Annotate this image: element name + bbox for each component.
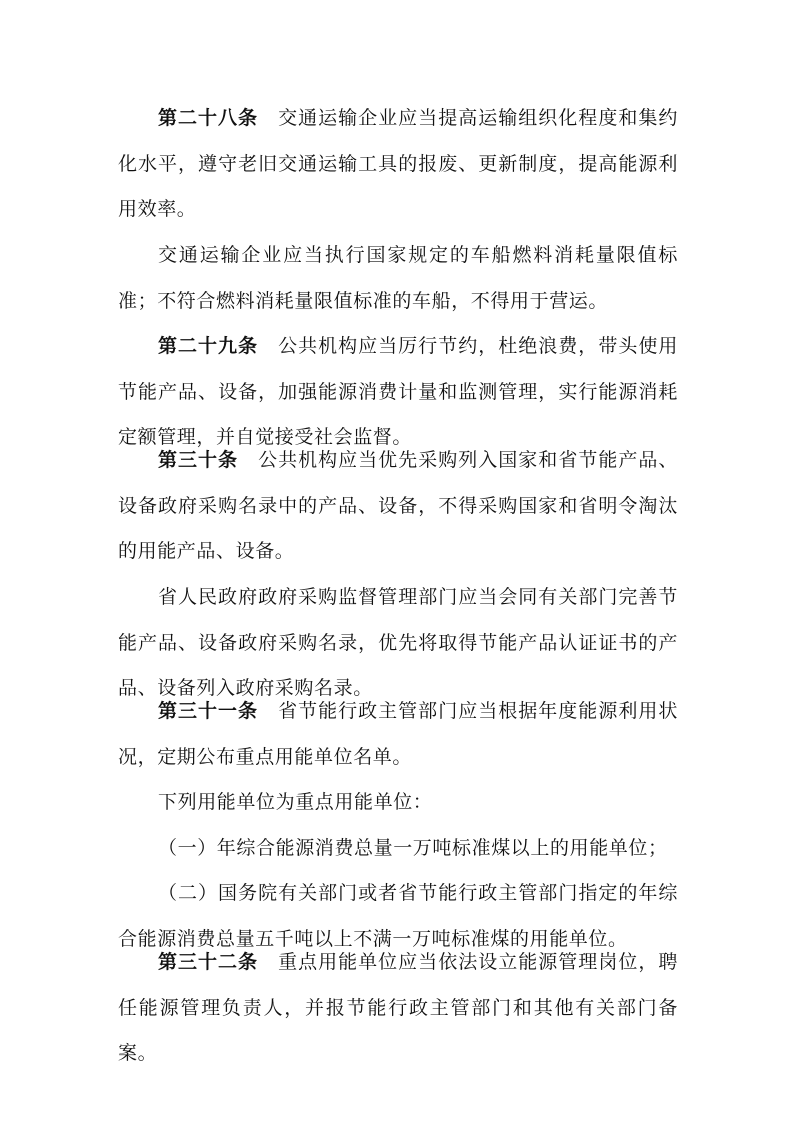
paragraph-article-30 (118, 438, 678, 575)
paragraph-text: （一）年综合能源消费总量一万吨标准煤以上的用能单位； (158, 837, 668, 859)
paragraph-article-31-clause-2 (118, 780, 678, 826)
article-number: 第三十二条 (158, 951, 259, 973)
paragraph-text: （二）国务院有关部门或者省节能行政主管部门指定的年综合能源消费总量五千吨以上不满一万吨标准煤的用能单位。 (118, 882, 678, 950)
paragraph-text: 省人民政府政府采购监督管理部门应当会同有关部门完善节能产品、设备政府采购名录，优先将取得节能产品认证证书的产品、设备列入政府采购名录。 (118, 586, 678, 699)
paragraph-text: 下列用能单位为重点用能单位： (158, 791, 433, 813)
article-number: 第二十九条 (158, 335, 259, 357)
article-number: 第二十八条 (158, 107, 259, 129)
article-number: 第三十条 (158, 449, 239, 471)
paragraph-text: 交通运输企业应当执行国家规定的车船燃料消耗量限值标准；不符合燃料消耗量限值标准的车船，不得用于营运。 (118, 244, 678, 312)
paragraph-text: 公共机构应当厉行节约，杜绝浪费，带头使用节能产品、设备，加强能源消费计量和监测管理，实行能源消耗定额管理，并自觉接受社会监督。 (118, 335, 678, 448)
paragraph-text: 公共机构应当优先采购列入国家和省节能产品、设备政府采购名录中的产品、设备，不得采购国家和省明令淘汰的用能产品、设备。 (118, 449, 678, 562)
paragraph-text: 交通运输企业应当提高运输组织化程度和集约化水平，遵守老旧交通运输工具的报废、更新制度，提高能源利用效率。 (118, 107, 678, 220)
paragraph-article-28-clause-2 (118, 233, 678, 324)
paragraph-text: 省节能行政主管部门应当根据年度能源利用状况，定期公布重点用能单位名单。 (118, 700, 678, 768)
paragraph-article-32 (118, 940, 678, 1077)
paragraph-article-31 (118, 689, 678, 780)
paragraph-list-item-1 (118, 826, 678, 872)
paragraph-text: 重点用能单位应当依法设立能源管理岗位，聘任能源管理负责人，并报节能行政主管部门和其他有关部门备案。 (118, 951, 678, 1064)
article-number: 第三十一条 (158, 700, 259, 722)
paragraph-article-28 (118, 96, 678, 233)
